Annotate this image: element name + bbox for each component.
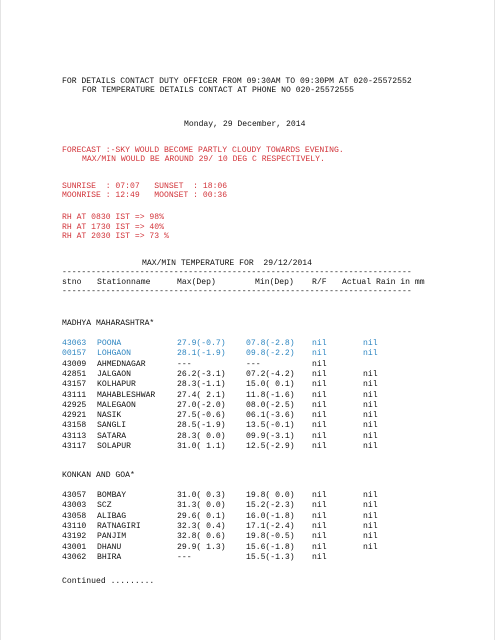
cell-max-dep: 28.1(-1.9) [177, 349, 226, 358]
cell-rf: nil [312, 360, 327, 369]
cell-actual-rain: nil [363, 512, 378, 521]
contact-line-temperature: FOR TEMPERATURE DETAILS CONTACT AT PHONE NO 020-25572555 [82, 86, 354, 95]
col-header-rain: Actual Rain in mm [342, 278, 425, 287]
cell-min-dep: 09.8(-2.2) [246, 349, 295, 358]
cell-stno: 42921 [62, 411, 87, 420]
cell-stationname: POONA [97, 339, 122, 348]
cell-rf: nil [312, 339, 327, 348]
cell-min-dep: 15.0( 0.1) [246, 380, 295, 389]
cell-stno: 43110 [62, 522, 87, 531]
cell-actual-rain: nil [363, 522, 378, 531]
cell-max-dep: 28.3( 0.0) [177, 432, 226, 441]
rh-2030: RH AT 2030 IST => 73 % [62, 232, 169, 241]
cell-actual-rain: nil [363, 501, 378, 510]
table-rule-top: ------------------------------------------------------------------------ [62, 268, 412, 277]
cell-rf: nil [312, 532, 327, 541]
cell-min-dep: 09.9(-3.1) [246, 432, 295, 441]
cell-stno: 43157 [62, 380, 87, 389]
table-rule-bottom: ------------------------------------------------------------------------ [62, 287, 412, 296]
cell-max-dep: 29.9( 1.3) [177, 543, 226, 552]
cell-stno: 43113 [62, 432, 87, 441]
cell-stationname: SOLAPUR [97, 442, 131, 451]
cell-max-dep: --- [177, 553, 192, 562]
cell-max-dep: 27.5(-0.6) [177, 411, 226, 420]
cell-rf: nil [312, 512, 327, 521]
cell-stationname: PANJIM [97, 532, 127, 541]
report-date: Monday, 29 December, 2014 [184, 120, 306, 129]
cell-actual-rain: nil [363, 349, 378, 358]
cell-actual-rain: nil [363, 421, 378, 430]
cell-stno: 42851 [62, 370, 87, 379]
col-header-stationname: Stationname [97, 278, 151, 287]
cell-rf: nil [312, 491, 327, 500]
cell-stno: 43111 [62, 391, 87, 400]
cell-max-dep: 32.8( 0.6) [177, 532, 226, 541]
rh-1730: RH AT 1730 IST => 40% [62, 223, 164, 232]
col-header-rf: R/F [312, 278, 327, 287]
cell-actual-rain: nil [363, 491, 378, 500]
cell-rf: nil [312, 391, 327, 400]
cell-stationname: ALIBAG [97, 512, 127, 521]
cell-min-dep: 11.8(-1.6) [246, 391, 295, 400]
cell-stationname: DHANU [97, 543, 122, 552]
section-title: MADHYA MAHARASHTRA* [62, 319, 155, 328]
col-header-min: Min(Dep) [255, 278, 294, 287]
cell-min-dep: 08.0(-2.5) [246, 401, 295, 410]
cell-stationname: MALEGAON [97, 401, 136, 410]
cell-min-dep: 15.5(-1.3) [246, 553, 295, 562]
cell-max-dep: 27.4( 2.1) [177, 391, 226, 400]
cell-rf: nil [312, 501, 327, 510]
cell-rf: nil [312, 522, 327, 531]
cell-stno: 43009 [62, 360, 87, 369]
cell-rf: nil [312, 411, 327, 420]
cell-max-dep: 31.0( 1.1) [177, 442, 226, 451]
col-header-max: Max(Dep) [177, 278, 216, 287]
cell-rf: nil [312, 349, 327, 358]
cell-min-dep: 06.1(-3.6) [246, 411, 295, 420]
cell-stno: 43192 [62, 532, 87, 541]
cell-min-dep: 13.5(-0.1) [246, 421, 295, 430]
cell-min-dep: 16.0(-1.8) [246, 512, 295, 521]
cell-stationname: SANGLI [97, 421, 127, 430]
cell-actual-rain: nil [363, 401, 378, 410]
table-title: MAX/MIN TEMPERATURE FOR 29/12/2014 [142, 259, 312, 268]
rh-0830: RH AT 0830 IST => 98% [62, 213, 164, 222]
cell-stationname: JALGAON [97, 370, 131, 379]
cell-max-dep: 26.2(-3.1) [177, 370, 226, 379]
cell-min-dep: 15.2(-2.3) [246, 501, 295, 510]
cell-stno: 43117 [62, 442, 87, 451]
cell-stno: 42925 [62, 401, 87, 410]
cell-stationname: BOMBAY [97, 491, 127, 500]
cell-max-dep: --- [177, 360, 192, 369]
cell-rf: nil [312, 442, 327, 451]
moon-times: MOONRISE : 12:49 MOONSET : 00:36 [62, 191, 228, 200]
contact-line-duty-officer: FOR DETAILS CONTACT DUTY OFFICER FROM 09:30AM TO 09:30PM AT 020-25572552 [62, 77, 412, 86]
cell-actual-rain: nil [363, 432, 378, 441]
cell-stationname: SATARA [97, 432, 127, 441]
cell-rf: nil [312, 370, 327, 379]
cell-max-dep: 29.6( 0.1) [177, 512, 226, 521]
cell-min-dep: 12.5(-2.9) [246, 442, 295, 451]
cell-actual-rain: nil [363, 532, 378, 541]
cell-stationname: SCZ [97, 501, 112, 510]
col-header-stno: stno [62, 278, 82, 287]
cell-actual-rain: nil [363, 442, 378, 451]
cell-stno: 43058 [62, 512, 87, 521]
cell-stationname: MAHABLESHWAR [97, 391, 156, 400]
cell-min-dep: 19.8(-0.5) [246, 532, 295, 541]
cell-max-dep: 32.3( 0.4) [177, 522, 226, 531]
cell-rf: nil [312, 553, 327, 562]
cell-min-dep: 15.6(-1.8) [246, 543, 295, 552]
cell-min-dep: 07.2(-4.2) [246, 370, 295, 379]
sun-times: SUNRISE : 07:07 SUNSET : 18:06 [62, 182, 228, 191]
cell-rf: nil [312, 401, 327, 410]
cell-actual-rain: nil [363, 543, 378, 552]
cell-max-dep: 31.3( 0.0) [177, 501, 226, 510]
cell-stationname: RATNAGIRI [97, 522, 141, 531]
continued-footer: Continued ......... [62, 577, 155, 586]
cell-stno: 43003 [62, 501, 87, 510]
cell-actual-rain: nil [363, 339, 378, 348]
cell-max-dep: 28.3(-1.1) [177, 380, 226, 389]
cell-stationname: LOHGAON [97, 349, 131, 358]
cell-rf: nil [312, 432, 327, 441]
cell-max-dep: 27.0(-2.0) [177, 401, 226, 410]
cell-stno: 43001 [62, 543, 87, 552]
section-title: KONKAN AND GOA* [62, 471, 135, 480]
cell-stno: 43063 [62, 339, 87, 348]
cell-actual-rain: nil [363, 380, 378, 389]
cell-min-dep: 17.1(-2.4) [246, 522, 295, 531]
cell-stno: 43057 [62, 491, 87, 500]
cell-max-dep: 28.5(-1.9) [177, 421, 226, 430]
cell-actual-rain: nil [363, 370, 378, 379]
cell-stno: 43158 [62, 421, 87, 430]
cell-actual-rain: nil [363, 391, 378, 400]
cell-actual-rain: nil [363, 411, 378, 420]
cell-max-dep: 31.0( 0.3) [177, 491, 226, 500]
cell-stationname: KOLHAPUR [97, 380, 136, 389]
cell-stno: 43062 [62, 553, 87, 562]
cell-min-dep: 07.8(-2.8) [246, 339, 295, 348]
cell-max-dep: 27.9(-0.7) [177, 339, 226, 348]
cell-stationname: NASIK [97, 411, 122, 420]
cell-rf: nil [312, 543, 327, 552]
forecast-line-2: MAX/MIN WOULD BE AROUND 29/ 10 DEG C RESPECTIVELY. [82, 155, 325, 164]
cell-stationname: AHMEDNAGAR [97, 360, 146, 369]
cell-stationname: BHIRA [97, 553, 122, 562]
cell-stno: 00157 [62, 349, 87, 358]
forecast-line-1: FORECAST :-SKY WOULD BECOME PARTLY CLOUDY TOWARDS EVENING. [62, 146, 344, 155]
cell-rf: nil [312, 421, 327, 430]
cell-min-dep: --- [246, 360, 261, 369]
cell-min-dep: 19.8( 0.0) [246, 491, 295, 500]
cell-rf: nil [312, 380, 327, 389]
